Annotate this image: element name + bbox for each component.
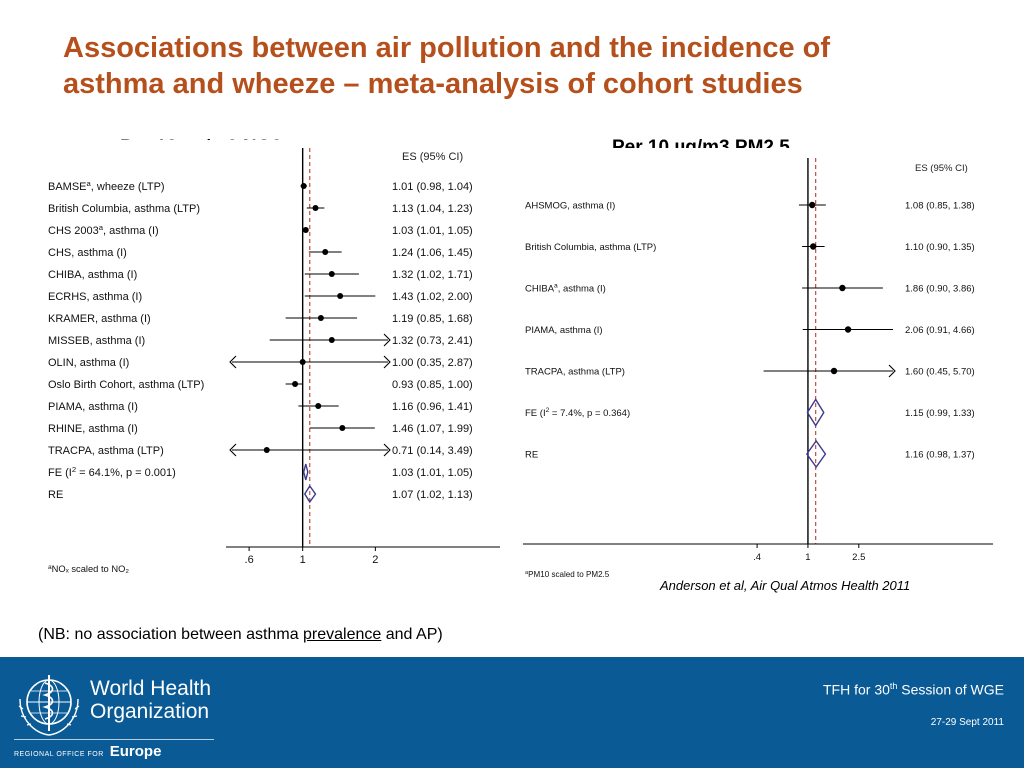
pm-x-tick-label: 1	[805, 552, 811, 563]
pm-row-estimate: 1.86 (0.90, 3.86)	[905, 283, 975, 295]
session-ordinal: th	[889, 681, 898, 691]
no2-row-label: CHS 2003$^a$, asthma (I)	[48, 222, 159, 237]
no2-row-estimate: 1.00 (0.35, 2.87)	[392, 356, 473, 369]
no2-point-estimate	[303, 227, 309, 233]
pm-row-label: PIAMA, asthma (I)	[525, 324, 603, 336]
note-underlined-word: prevalence	[303, 626, 382, 643]
no2-row-label: Oslo Birth Cohort, asthma (LTP)	[48, 378, 205, 391]
no2-row-estimate: 1.03 (1.01, 1.05)	[392, 466, 473, 479]
pm-row-estimate: 1.15 (0.99, 1.33)	[905, 407, 975, 419]
slide-title-line2: asthma and wheeze – meta-analysis of cohort studies	[63, 68, 803, 100]
session-dates: 27-29 Sept 2011	[930, 717, 1004, 728]
pm-es-header: ES (95% CI)	[915, 163, 968, 174]
pm25-forest-plot	[515, 148, 998, 585]
no2-row-label: MISSEB, asthma (I)	[48, 334, 146, 347]
who-name-line1: World Health	[90, 677, 211, 700]
slide-title	[63, 30, 1003, 102]
no2-point-estimate	[292, 381, 298, 387]
pm-row-label: TRACPA, asthma (LTP)	[525, 366, 625, 378]
no2-row-label: RE	[48, 488, 64, 501]
no2-row-estimate: 0.71 (0.14, 3.49)	[392, 444, 473, 457]
no2-pooled-diamond	[304, 464, 308, 480]
session-text-start: TFH for 30	[822, 681, 890, 698]
no2-point-estimate	[312, 205, 318, 211]
no2-forest-plot	[38, 140, 503, 580]
no2-row-label: BAMSE$^a$, wheeze (LTP)	[48, 178, 165, 193]
no2-point-estimate	[337, 293, 343, 299]
pm-row-estimate: 2.06 (0.91, 4.66)	[905, 324, 975, 336]
no2-point-estimate	[301, 183, 307, 189]
no2-point-estimate	[315, 403, 321, 409]
who-divider	[14, 739, 214, 740]
no2-row-estimate: 1.32 (0.73, 2.41)	[392, 334, 473, 347]
no2-row-label: ECRHS, asthma (I)	[48, 290, 143, 303]
pm-point-estimate	[845, 326, 851, 332]
pm-point-estimate	[839, 285, 845, 291]
no2-point-estimate	[300, 359, 306, 365]
no2-x-tick-label: 2	[372, 554, 379, 566]
pm-row-estimate: 1.10 (0.90, 1.35)	[905, 241, 975, 253]
who-emblem-icon	[14, 669, 84, 739]
no2-row-estimate: 1.43 (1.02, 2.00)	[392, 290, 473, 303]
region-name: Europe	[109, 743, 162, 760]
no2-row-estimate: 1.03 (1.01, 1.05)	[392, 224, 473, 237]
pm-x-tick-label: .4	[753, 552, 762, 563]
pm-row-label: British Columbia, asthma (LTP)	[525, 241, 657, 253]
no2-row-label: PIAMA, asthma (I)	[48, 400, 138, 413]
pm-x-tick-label: 2.5	[852, 552, 866, 563]
no2-row-label: British Columbia, asthma (LTP)	[48, 202, 201, 215]
no2-row-estimate: 1.19 (0.85, 1.68)	[392, 312, 473, 325]
no2-row-estimate: 1.07 (1.02, 1.13)	[392, 488, 473, 501]
no2-row-estimate: 1.16 (0.96, 1.41)	[392, 400, 473, 413]
note-text-end: and AP)	[381, 626, 443, 643]
no2-row-label: RHINE, asthma (I)	[48, 422, 138, 435]
no2-row-label: KRAMER, asthma (I)	[48, 312, 151, 325]
no2-forest-svg	[38, 140, 503, 580]
pm-row-label: FE ($I^2 = 7.4\%$, p = 0.364)	[525, 406, 631, 419]
no2-footnote: $^a$NOₓ scaled to NO₂	[48, 564, 129, 574]
no2-row-label: CHIBA, asthma (I)	[48, 268, 138, 281]
no2-row-estimate: 1.13 (1.04, 1.23)	[392, 202, 473, 215]
no2-row-estimate: 1.32 (1.02, 1.71)	[392, 268, 473, 281]
region-office-label: REGIONAL OFFICE FOR	[14, 751, 104, 758]
who-wordmark	[90, 677, 211, 723]
pm-point-estimate	[809, 202, 815, 208]
no2-row-label: FE ($I^2 = 64.1\%$, p = 0.001)	[48, 464, 176, 479]
pm-row-label: RE	[525, 449, 539, 461]
no2-point-estimate	[339, 425, 345, 431]
pm-point-estimate	[831, 368, 837, 374]
pm-row-estimate: 1.60 (0.45, 5.70)	[905, 366, 975, 378]
no2-point-estimate	[329, 271, 335, 277]
citation: Anderson et al, Air Qual Atmos Health 2011	[660, 578, 911, 593]
pm-row-estimate: 1.08 (0.85, 1.38)	[905, 200, 975, 212]
no2-row-estimate: 1.24 (1.06, 1.45)	[392, 246, 473, 259]
no2-row-label: OLIN, asthma (I)	[48, 356, 130, 369]
no2-es-header: ES (95% CI)	[402, 151, 464, 163]
no2-point-estimate	[264, 447, 270, 453]
footer-bar	[0, 657, 1024, 768]
pm-row-estimate: 1.16 (0.98, 1.37)	[905, 449, 975, 461]
no2-point-estimate	[329, 337, 335, 343]
pm25-forest-svg	[515, 148, 998, 585]
session-text-end: Session of WGE	[897, 681, 1004, 698]
prevalence-note	[38, 626, 443, 644]
note-text-start: (NB: no association between asthma	[38, 626, 304, 643]
pm-row-label: AHSMOG, asthma (I)	[525, 200, 616, 212]
no2-point-estimate	[318, 315, 324, 321]
pm-row-label: CHIBA$^a$, asthma (I)	[525, 282, 606, 295]
who-region	[14, 743, 161, 761]
no2-row-estimate: 1.46 (1.07, 1.99)	[392, 422, 473, 435]
who-name-line2: Organization	[90, 700, 210, 723]
no2-x-tick-label: .6	[244, 554, 254, 566]
no2-x-tick-label: 1	[299, 554, 306, 566]
pm-point-estimate	[810, 243, 816, 249]
no2-row-estimate: 0.93 (0.85, 1.00)	[392, 378, 473, 391]
session-label	[823, 681, 1004, 698]
no2-point-estimate	[322, 249, 328, 255]
slide-title-line1: Associations between air pollution and the incidence of	[63, 32, 830, 64]
no2-row-estimate: 1.01 (0.98, 1.04)	[392, 180, 473, 193]
no2-row-label: CHS, asthma (I)	[48, 246, 127, 259]
no2-row-label: TRACPA, asthma (LTP)	[48, 444, 164, 457]
pm-footnote: $^a$PM10 scaled to PM2.5	[525, 570, 610, 579]
